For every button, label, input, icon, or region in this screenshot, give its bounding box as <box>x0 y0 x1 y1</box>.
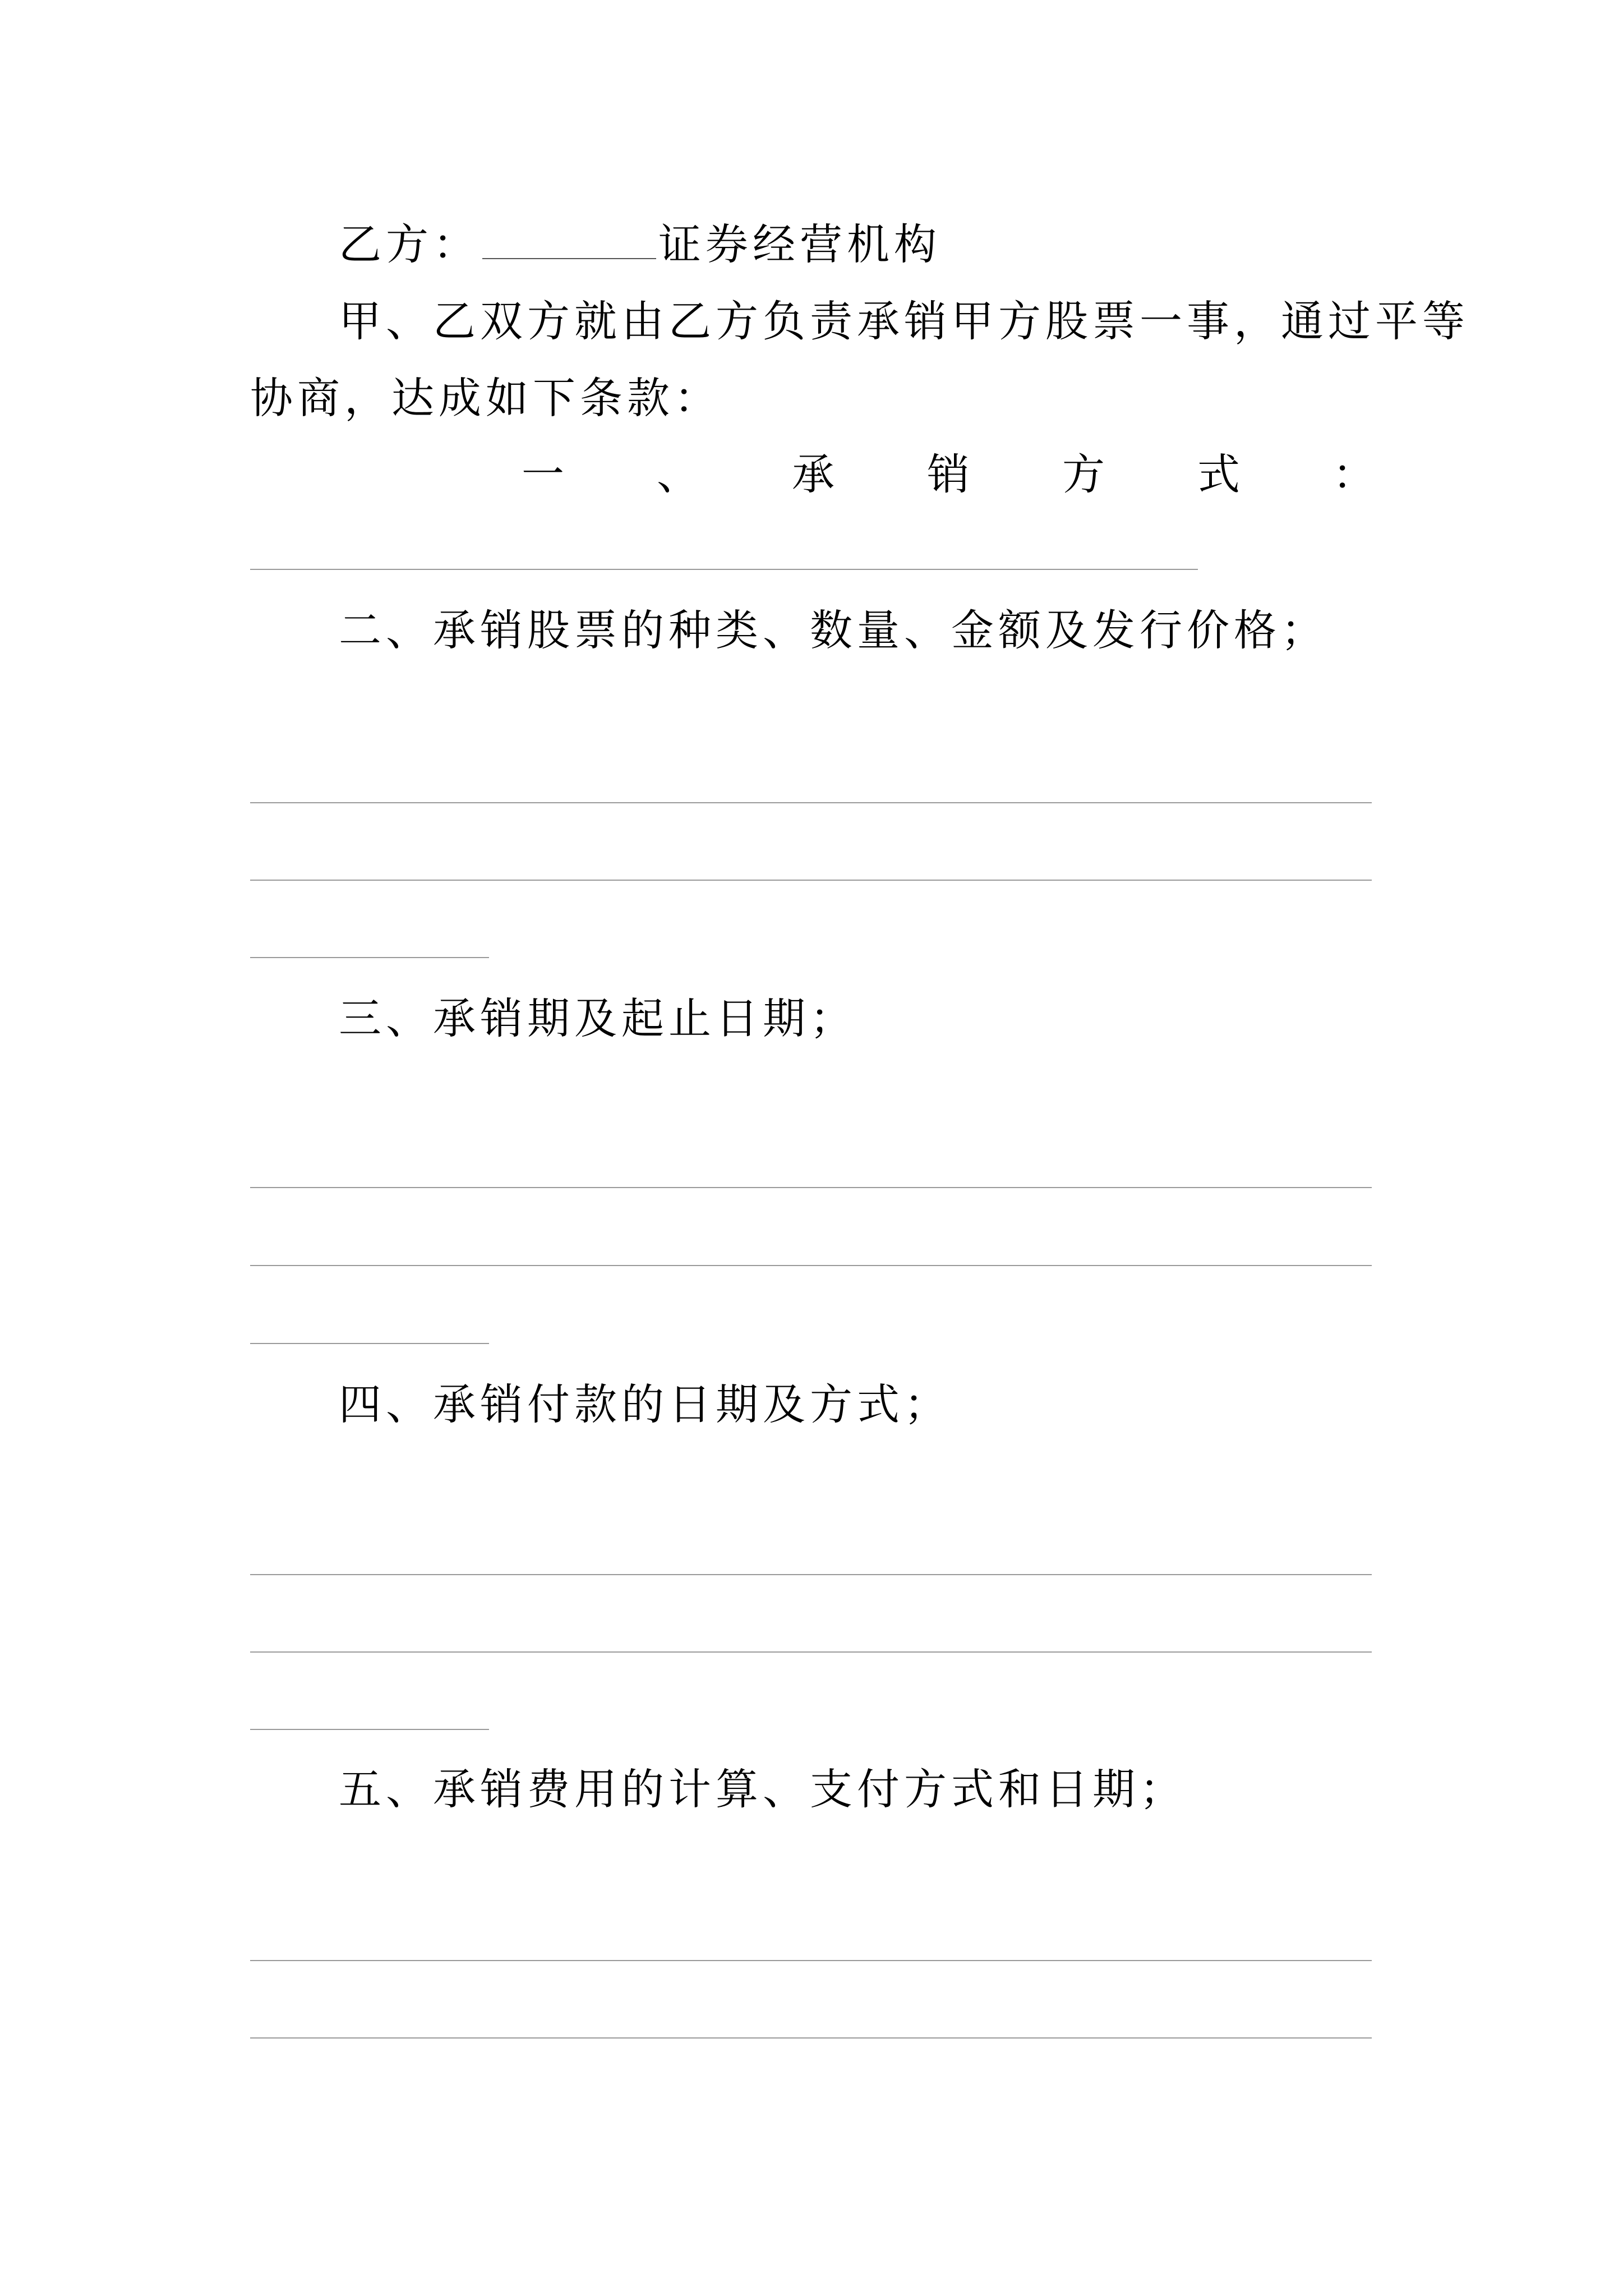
party-b-label: 乙方： <box>339 219 480 269</box>
party-b-suffix: 证券经营机构 <box>658 219 941 269</box>
preamble-line-2: 协商，达成如下条款： <box>250 373 721 423</box>
party-b-line <box>339 219 941 269</box>
clause-3-fill-line <box>250 1265 1372 1266</box>
clause-2-fill-line <box>250 802 1372 803</box>
clause-1-char: 承 <box>792 449 834 499</box>
clause-2-heading: 二、承销股票的种类、数量、金额及发行价格； <box>339 605 1328 655</box>
clause-1-char: 、 <box>657 449 699 499</box>
clause-1-heading <box>522 449 1375 504</box>
clause-4-fill-line <box>250 1574 1372 1575</box>
party-b-blank <box>482 223 656 259</box>
clause-2-fill-line <box>250 957 489 958</box>
clause-5-fill-line <box>250 2037 1372 2039</box>
clause-1-char: 销 <box>927 449 970 499</box>
clause-1-char: 式 <box>1197 449 1240 499</box>
clause-1-char: 方 <box>1062 449 1105 499</box>
clause-1-fill-line <box>250 569 1198 570</box>
clause-1-char: 一 <box>522 449 564 499</box>
clause-3-heading: 三、承销期及起止日期； <box>339 993 857 1043</box>
clause-3-fill-line <box>250 1343 489 1344</box>
clause-2-fill-line <box>250 880 1372 881</box>
clause-5-heading: 五、承销费用的计算、支付方式和日期； <box>339 1764 1187 1814</box>
clause-3-fill-line <box>250 1187 1372 1188</box>
clause-4-fill-line <box>250 1729 489 1730</box>
clause-5-fill-line <box>250 1960 1372 1961</box>
preamble-line-1: 甲、乙双方就由乙方负责承销甲方股票一事，通过平等 <box>339 296 1469 346</box>
clause-4-fill-line <box>250 1651 1372 1653</box>
clause-4-heading: 四、承销付款的日期及方式； <box>339 1379 951 1429</box>
clause-1-char: ： <box>1332 449 1375 499</box>
